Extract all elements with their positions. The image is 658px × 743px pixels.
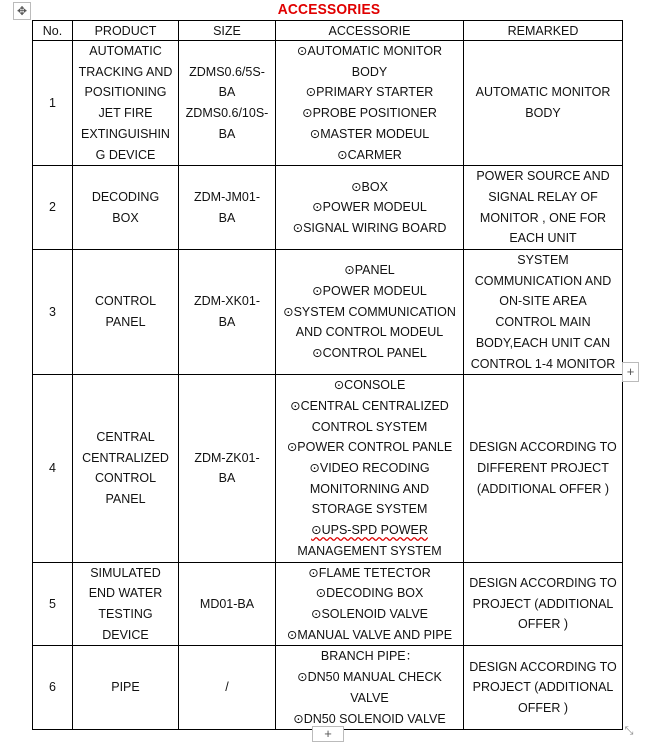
cell-line: EACH UNIT xyxy=(509,231,577,246)
cell-remarked xyxy=(464,562,623,646)
cell-line: MD01-BA xyxy=(199,596,255,611)
cell-remarked xyxy=(464,166,623,250)
cell-line: BODY xyxy=(525,106,561,121)
cell-line: MONITORNING AND xyxy=(309,481,430,496)
cell-line: END WATER xyxy=(88,586,163,601)
cell-line: ⊙PROBE POSITIONER xyxy=(302,106,437,121)
cell-line: POSITIONING xyxy=(84,85,167,100)
cell-line: ⊙PRIMARY STARTER xyxy=(305,85,434,100)
cell-size xyxy=(179,250,276,375)
table-row xyxy=(33,646,623,730)
cell-line: ⊙POWER MODEUL xyxy=(312,284,427,299)
cell-line: OFFER ) xyxy=(518,617,568,632)
cell-product xyxy=(73,166,179,250)
cell-line: BA xyxy=(218,210,236,225)
header-remarked: REMARKED xyxy=(464,21,623,41)
cell-line: CONTROL xyxy=(94,294,157,309)
cell-line: BA xyxy=(218,126,236,141)
cell-line: ⊙PANEL xyxy=(344,263,395,278)
cell-line: DEVICE xyxy=(102,627,149,642)
cell-line: ⊙CONTROL PANEL xyxy=(312,346,427,361)
page-title: ACCESSORIES xyxy=(277,1,381,18)
cell-accessorie xyxy=(276,250,464,375)
cell-line: AUTOMATIC xyxy=(89,44,162,58)
cell-line: BA xyxy=(218,471,236,486)
cell-line: DIFFERENT PROJECT xyxy=(477,461,609,476)
header-no: No. xyxy=(33,21,73,41)
cell-line: ⊙AUTOMATIC MONITOR xyxy=(296,44,443,58)
cell-line: ⊙MASTER MODEUL xyxy=(309,126,430,141)
cell-line: ⊙SIGNAL WIRING BOARD xyxy=(292,220,447,235)
cell-line: AUTOMATIC MONITOR xyxy=(475,85,611,100)
header-accessorie: ACCESSORIE xyxy=(276,21,464,41)
cell-no: 3 xyxy=(33,250,73,375)
cell-line: CONTROL xyxy=(94,471,157,486)
cell-line: ZDMS0.6/5S- xyxy=(189,64,265,79)
cell-line: JET FIRE xyxy=(98,106,153,121)
cell-line: DESIGN ACCORDING TO xyxy=(469,575,617,590)
cell-line: CONTROL MAIN xyxy=(495,315,591,330)
cell-line: ⊙MANUAL VALVE AND PIPE xyxy=(286,627,453,642)
cell-line: BOX xyxy=(112,210,139,225)
cell-line: BODY,EACH UNIT CAN xyxy=(475,335,611,350)
cell-line: ⊙UPS-SPD POWER xyxy=(311,523,428,538)
cell-line: G DEVICE xyxy=(95,147,156,162)
cell-line: CENTRALIZED xyxy=(82,450,169,465)
cell-line: CONTROL SYSTEM xyxy=(311,419,428,434)
cell-product xyxy=(73,646,179,730)
cell-line: ZDM-JM01- xyxy=(194,189,260,204)
cell-no: 2 xyxy=(33,166,73,250)
cell-no: 6 xyxy=(33,646,73,730)
cell-line: (ADDITIONAL OFFER ) xyxy=(476,481,610,496)
cell-no: 4 xyxy=(33,375,73,562)
cell-product xyxy=(73,41,179,166)
table-row xyxy=(33,562,623,646)
cell-accessorie xyxy=(276,166,464,250)
cell-line: BRANCH PIPE： xyxy=(320,649,419,664)
cell-remarked xyxy=(464,375,623,562)
table-row xyxy=(33,166,623,250)
table-header-row xyxy=(33,21,623,41)
cell-line: POWER SOURCE AND xyxy=(476,169,610,184)
cell-line: STORAGE SYSTEM xyxy=(311,502,428,517)
cell-line: ⊙BOX xyxy=(351,179,388,194)
cell-accessorie xyxy=(276,375,464,562)
cell-no: 1 xyxy=(33,41,73,166)
cell-line: VALVE xyxy=(350,690,389,705)
cell-remarked xyxy=(464,646,623,730)
cell-line: ⊙CONSOLE xyxy=(333,378,406,393)
cell-line: DECODING xyxy=(91,189,160,204)
cell-remarked xyxy=(464,41,623,166)
cell-line: ⊙POWER MODEUL xyxy=(312,200,427,215)
cell-remarked xyxy=(464,250,623,375)
cell-line: PROJECT (ADDITIONAL xyxy=(472,596,614,611)
cell-line: DESIGN ACCORDING TO xyxy=(469,659,617,674)
cell-line: ⊙CARMER xyxy=(337,147,402,162)
add-column-button[interactable]: + xyxy=(312,726,344,742)
cell-size xyxy=(179,375,276,562)
cell-line: EXTINGUISHIN xyxy=(81,126,170,141)
cell-line: BODY xyxy=(351,64,388,79)
cell-accessorie xyxy=(276,562,464,646)
cell-line: SIGNAL RELAY OF xyxy=(488,189,598,204)
header-product: PRODUCT xyxy=(73,21,179,41)
cell-line: BA xyxy=(218,315,236,330)
cell-line: ZDM-ZK01- xyxy=(194,450,260,465)
cell-line: ⊙POWER CONTROL PANLE xyxy=(286,440,453,455)
cell-line: ⊙FLAME TETECTOR xyxy=(308,565,431,580)
cell-line: SIMULATED xyxy=(90,565,161,580)
cell-line: ⊙DN50 SOLENOID VALVE xyxy=(293,711,446,726)
cell-line: PANEL xyxy=(105,492,146,507)
cell-line: PANEL xyxy=(105,315,146,330)
cell-line: ON-SITE AREA xyxy=(499,294,587,309)
cell-line: ZDM-XK01- xyxy=(194,294,260,309)
accessories-table xyxy=(32,20,623,730)
cell-product xyxy=(73,562,179,646)
cell-line: AND CONTROL MODEUL xyxy=(295,325,444,340)
cell-line: PIPE xyxy=(111,680,140,695)
cell-line: CONTROL 1-4 MONITOR xyxy=(470,356,616,371)
cell-line: TESTING xyxy=(98,606,153,621)
cell-no: 5 xyxy=(33,562,73,646)
table-resize-icon[interactable]: ⤡ xyxy=(624,725,634,737)
table-row xyxy=(33,250,623,375)
cell-product xyxy=(73,250,179,375)
cell-line: ⊙DN50 MANUAL CHECK xyxy=(297,670,442,685)
cell-line: TRACKING AND xyxy=(78,64,173,79)
cell-line: BA xyxy=(218,85,236,100)
cell-size xyxy=(179,562,276,646)
cell-line: ZDMS0.6/10S- xyxy=(185,106,269,121)
cell-line: ⊙SYSTEM COMMUNICATION xyxy=(283,304,456,319)
cell-product xyxy=(73,375,179,562)
cell-line: DESIGN ACCORDING TO xyxy=(469,440,617,455)
cell-line: ⊙SOLENOID VALVE xyxy=(311,606,428,621)
cell-line: ⊙DECODING BOX xyxy=(315,586,424,601)
cell-line: CENTRAL xyxy=(96,430,155,444)
cell-line: OFFER ) xyxy=(518,701,568,716)
cell-accessorie xyxy=(276,41,464,166)
cell-size xyxy=(179,41,276,166)
table-row xyxy=(33,41,623,166)
cell-line: ⊙CENTRAL CENTRALIZED xyxy=(290,398,449,413)
table-row xyxy=(33,375,623,562)
cell-line: / xyxy=(225,680,229,695)
cell-line: PROJECT (ADDITIONAL xyxy=(472,680,614,695)
cell-accessorie xyxy=(276,646,464,730)
table-move-icon[interactable]: ✥ xyxy=(13,2,31,20)
cell-line: ⊙VIDEO RECODING xyxy=(309,461,430,476)
cell-size xyxy=(179,166,276,250)
cell-line: SYSTEM xyxy=(517,253,569,268)
cell-size xyxy=(179,646,276,730)
cell-line: MONITOR , ONE FOR xyxy=(479,210,607,225)
cell-line: COMMUNICATION AND xyxy=(474,273,612,288)
cell-line: MANAGEMENT SYSTEM xyxy=(297,543,442,558)
add-row-button[interactable]: + xyxy=(622,362,639,382)
header-size: SIZE xyxy=(179,21,276,41)
